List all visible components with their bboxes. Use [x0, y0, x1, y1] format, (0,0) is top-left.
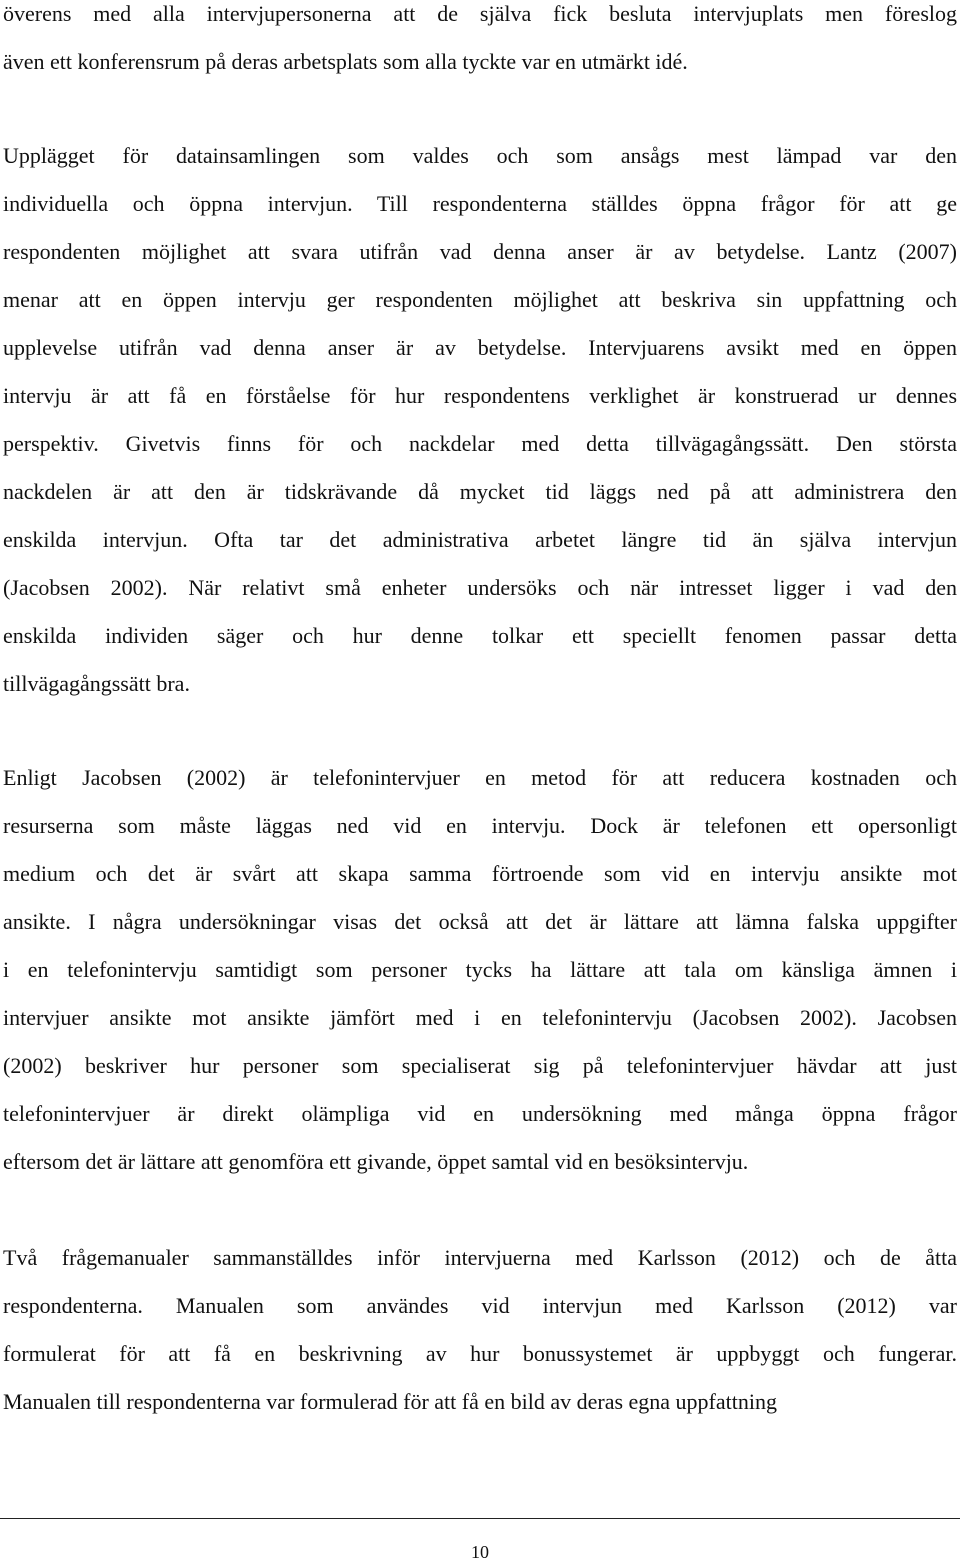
text-line: individuella och öppna intervjun. Till respondenterna ställdes öppna frågor för att ge [3, 191, 957, 216]
text-line: nackdelen är att den är tidskrävande då mycket tid läggs ned på att administrera den [3, 479, 957, 504]
text-line: formulerat för att få en beskrivning av hur bonussystemet är uppbyggt och fungerar. [3, 1341, 957, 1366]
text-line: enskilda intervjun. Ofta tar det administrativa arbetet längre tid än själva intervjun [3, 527, 957, 552]
text-line: intervju är att få en förståelse för hur respondentens verklighet är konstruerad ur dennes [3, 383, 957, 408]
page-number: 10 [471, 1542, 489, 1562]
text-line: respondenten möjlighet att svara utifrån vad denna anser är av betydelse. Lantz (2007) [3, 239, 957, 264]
text-line: Enligt Jacobsen (2002) är telefonintervjuer en metod för att reducera kostnaden och [3, 765, 957, 790]
text-line: enskilda individen säger och hur denne tolkar ett speciellt fenomen passar detta [3, 623, 957, 648]
text-line: Manualen till respondenterna var formulerad för att få en bild av deras egna uppfattning [3, 1389, 777, 1414]
footer-rule [0, 1518, 960, 1519]
text-line: medium och det är svårt att skapa samma förtroende som vid en intervju ansikte mot [3, 861, 957, 886]
text-line: perspektiv. Givetvis finns för och nackdelar med detta tillvägagångssätt. Den största [3, 431, 957, 456]
text-line: tillvägagångssätt bra. [3, 671, 190, 696]
text-line: överens med alla intervjupersonerna att de själva fick besluta intervjuplats men föreslog [3, 1, 957, 26]
text-line: upplevelse utifrån vad denna anser är av betydelse. Intervjuarens avsikt med en öppen [3, 335, 957, 360]
text-line: i en telefonintervju samtidigt som personer tycks ha lättare att tala om känsliga ämnen i [3, 957, 957, 982]
text-line: Två frågemanualer sammanställdes inför intervjuerna med Karlsson (2012) och de åtta [3, 1245, 957, 1270]
text-line: (Jacobsen 2002). När relativt små enheter undersöks och när intresset ligger i vad den [3, 575, 957, 600]
text-line: telefonintervjuer är direkt olämpliga vid en undersökning med många öppna frågor [3, 1101, 957, 1126]
text-line: resurserna som måste läggas ned vid en intervju. Dock är telefonen ett opersonligt [3, 813, 957, 838]
text-line: menar att en öppen intervju ger respondenten möjlighet att beskriva sin uppfattning och [3, 287, 957, 312]
text-line: Upplägget för datainsamlingen som valdes och som ansågs mest lämpad var den [3, 143, 957, 168]
text-line: även ett konferensrum på deras arbetsplats som alla tyckte var en utmärkt idé. [3, 49, 688, 74]
text-line: intervjuer ansikte mot ansikte jämfört med i en telefonintervju (Jacobsen 2002). Jacobsen [3, 1005, 957, 1030]
text-line: ansikte. I några undersökningar visas det också att det är lättare att lämna falska uppgifter [3, 909, 957, 934]
text-line: (2002) beskriver hur personer som specialiserat sig på telefonintervjuer hävdar att just [3, 1053, 957, 1078]
text-line: respondenterna. Manualen som användes vid intervjun med Karlsson (2012) var [3, 1293, 957, 1318]
text-line: eftersom det är lättare att genomföra ett givande, öppet samtal vid en besöksintervju. [3, 1149, 749, 1174]
